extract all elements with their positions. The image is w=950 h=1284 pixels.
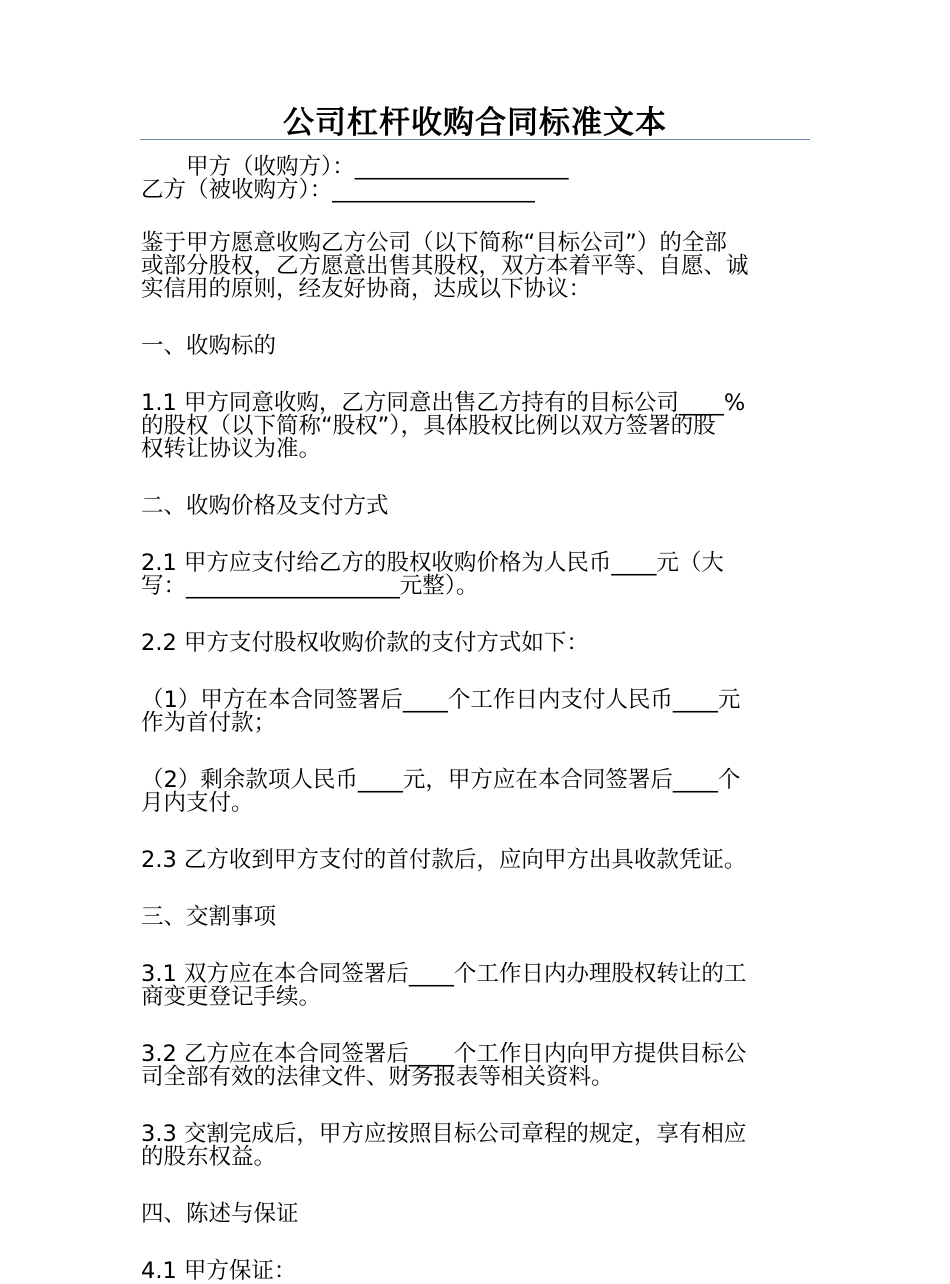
preamble-line: 实信用的原则，经友好协商，达成以下协议： (141, 276, 592, 302)
section-heading: 三、交割事项 (141, 904, 277, 930)
clause-line: 商变更登记手续。 (141, 984, 322, 1010)
clause-3-3 (141, 1123, 813, 1169)
clause-2-1 (141, 552, 813, 598)
document-body (141, 156, 813, 1283)
clause-line: 3.3 交割完成后，甲方应按照目标公司章程的规定，享有相应 (141, 1121, 747, 1147)
preamble-line: 鉴于甲方愿意收购乙方公司（以下简称“目标公司”）的全部 (141, 230, 727, 256)
clause-2-3: 2.3 乙方收到甲方支付的首付款后，应向甲方出具收款凭证。 (141, 847, 747, 873)
section-heading: 二、收购价格及支付方式 (141, 493, 389, 519)
clause-line: 1.1 甲方同意收购，乙方同意出售乙方持有的目标公司____% (141, 390, 746, 416)
clause-line: 权转让协议为准。 (141, 436, 322, 462)
clause-2-2: 2.2 甲方支付股权收购价款的支付方式如下： (141, 630, 589, 656)
clause-line: 3.1 双方应在本合同签署后____个工作日内办理股权转让的工 (141, 961, 747, 987)
clause-line: 写：___________________元整）。 (141, 573, 479, 599)
document-title: 公司杠杆收购合同标准文本 (283, 105, 667, 141)
party-b-line: 乙方（被收购方）：__________________ (141, 177, 535, 203)
clause-line: 司全部有效的法律文件、财务报表等相关资料。 (141, 1064, 614, 1090)
section-heading: 四、陈述与保证 (141, 1201, 299, 1227)
clause-line: 2.1 甲方应支付给乙方的股权收购价格为人民币____元（大 (141, 550, 724, 576)
clause-line: 的股东权益。 (141, 1144, 277, 1170)
clause-4-1: 4.1 甲方保证： (141, 1258, 297, 1284)
clause-2-2-1 (141, 689, 813, 735)
preamble-paragraph (141, 232, 813, 301)
clause-line: （1）甲方在本合同签署后____个工作日内支付人民币____元 (141, 687, 741, 713)
preamble-line: 或部分股权，乙方愿意出售其股权，双方本着平等、自愿、诚 (141, 253, 749, 279)
title-underline (140, 139, 810, 140)
clause-line: 的股权（以下简称“股权”），具体股权比例以双方签署的股 (141, 413, 716, 439)
clause-line: 作为首付款； (141, 710, 277, 736)
section-heading: 一、收购标的 (141, 333, 277, 359)
clause-2-2-2 (141, 769, 813, 815)
clause-1-1 (141, 392, 813, 461)
party-a-line: 甲方（收购方）：___________________ (186, 154, 569, 180)
clause-3-1 (141, 963, 813, 1009)
clause-line: 月内支付。 (141, 790, 254, 816)
clause-3-2 (141, 1043, 813, 1089)
clause-line: （2）剩余款项人民币____元，甲方应在本合同签署后____个 (141, 767, 741, 793)
clause-line: 3.2 乙方应在本合同签署后____个工作日内向甲方提供目标公 (141, 1041, 747, 1067)
